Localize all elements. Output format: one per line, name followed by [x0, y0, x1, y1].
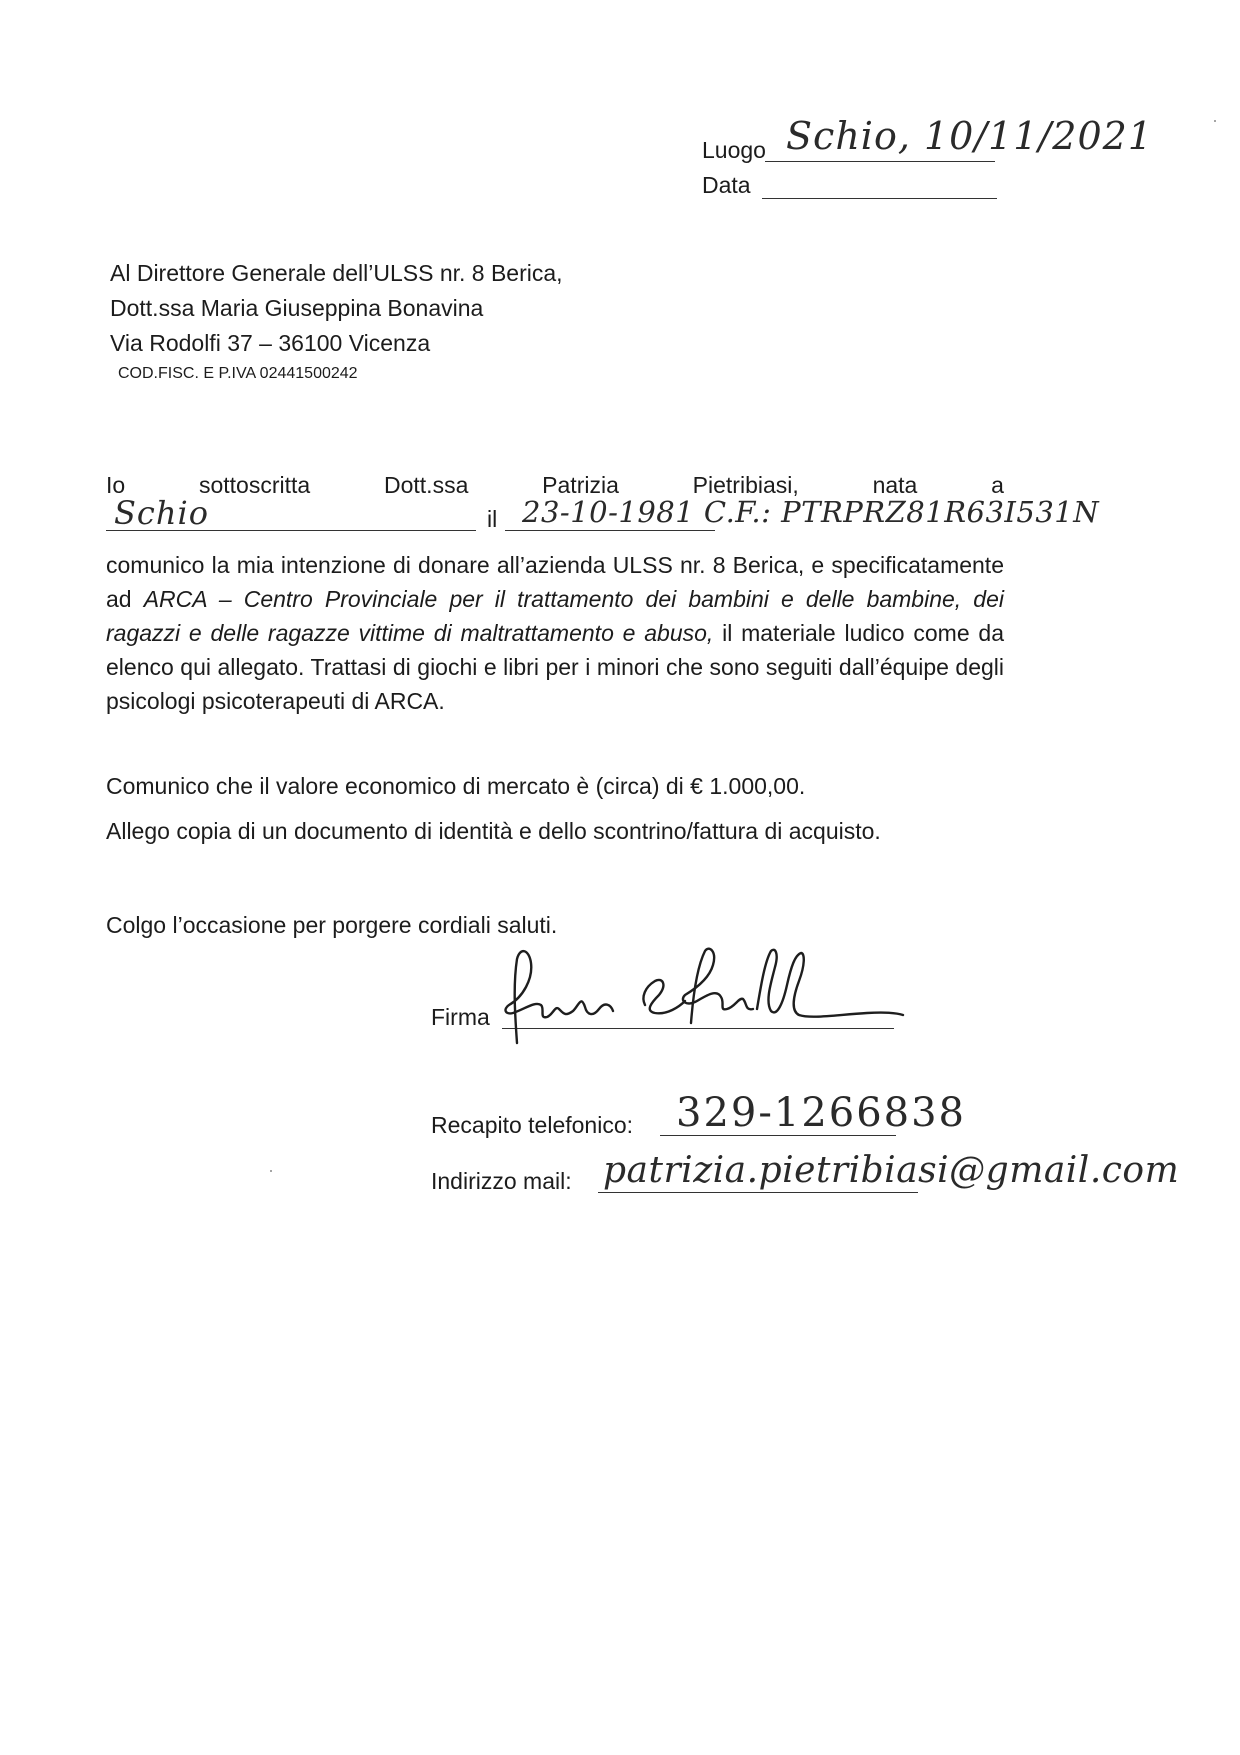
birthdate-underline: [505, 530, 715, 531]
birthdate-cf-handwritten: 23-10-1981 C.F.: PTRPRZ81R63I531N: [522, 495, 1100, 529]
value-statement: Comunico che il valore economico di mercato è (circa) di € 1.000,00.: [106, 773, 806, 799]
birthplace-handwritten: Schio: [114, 494, 209, 532]
birthplace-underline: [106, 530, 476, 531]
intro-word: sottoscritta: [198, 472, 311, 498]
firma-label: Firma: [431, 1004, 490, 1030]
il-label: il: [487, 506, 498, 532]
intro-word: a: [991, 472, 1004, 498]
scan-speck: [270, 1170, 272, 1172]
closing-greeting: Colgo l’occasione per porgere cordiali saluti.: [106, 912, 558, 938]
body-text-arca: ARCA – Centro Provinciale per il trattamento dei bambini e delle bambine, dei ragazzi e delle ragazze vittime di maltrattamento e abuso,: [106, 586, 1004, 646]
attachment-statement: Allego copia di un documento di identità e dello scontrino/fattura di acquisto.: [106, 818, 881, 844]
intro-word: Io: [106, 472, 126, 498]
mail-handwritten: patrizia.pietribiasi@gmail.com: [603, 1150, 1180, 1191]
data-label: Data: [702, 172, 751, 198]
mail-label: Indirizzo mail:: [431, 1168, 572, 1194]
body-text-details: il materiale ludico come da elenco qui allegato. Trattasi di giochi e libri per i minori che sono seguiti dall’équipe degli psicologi psicoterapeuti di ARCA.: [106, 620, 1004, 714]
phone-label: Recapito telefonico:: [431, 1112, 634, 1138]
intro-word: Patrizia: [542, 472, 619, 498]
intro-word: Dott.ssa: [384, 472, 469, 498]
scan-speck: [1214, 120, 1216, 122]
mail-underline: [598, 1192, 918, 1193]
body-text-intro: comunico la mia intenzione di donare all’azienda ULSS nr. 8 Berica, e specificatamente ad: [106, 552, 1004, 612]
handwritten-signature: [495, 945, 915, 1050]
luogo-label: Luogo: [702, 137, 766, 163]
data-underline: [762, 198, 997, 199]
luogo-handwritten: Schio, 10/11/2021: [786, 114, 1153, 158]
phone-handwritten: 329-1266838: [676, 1090, 967, 1136]
luogo-underline: [765, 161, 995, 162]
recipient-line-2: Dott.ssa Maria Giuseppina Bonavina: [110, 295, 484, 321]
recipient-tax-code: COD.FISC. E P.IVA 02441500242: [118, 365, 358, 382]
recipient-line-3: Via Rodolfi 37 – 36100 Vicenza: [110, 330, 431, 356]
recipient-line-1: Al Direttore Generale dell’ULSS nr. 8 Berica,: [110, 260, 563, 286]
body-paragraph: [106, 548, 1004, 718]
intro-word: Pietribiasi,: [692, 472, 799, 498]
intro-word: nata: [872, 472, 918, 498]
